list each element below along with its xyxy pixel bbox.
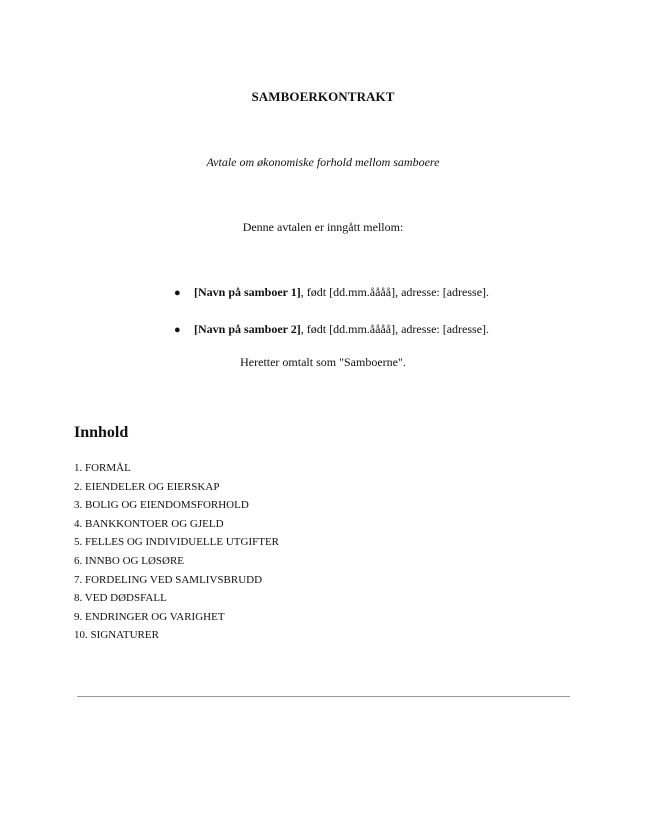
party-list-item — [174, 322, 489, 337]
party-list-item — [174, 285, 489, 300]
document-subtitle: Avtale om økonomiske forhold mellom samboere — [206, 155, 440, 169]
toc-item: 2. EIENDELER OG EIERSKAP — [74, 480, 220, 493]
section-divider — [77, 696, 570, 697]
toc-item: 5. FELLES OG INDIVIDUELLE UTGIFTER — [74, 536, 279, 549]
bullet-icon: ● — [174, 287, 181, 299]
document-title: SAMBOERKONTRAKT — [251, 89, 395, 104]
party-name: [Navn på samboer 1] — [194, 285, 301, 299]
toc-list — [74, 459, 279, 645]
toc-item: 4. BANKKONTOER OG GJELD — [74, 517, 224, 530]
hereafter-text: Heretter omtalt som "Samboerne". — [240, 355, 406, 369]
toc-item: 9. ENDRINGER OG VARIGHET — [74, 610, 225, 623]
toc-item: 10. SIGNATURER — [74, 629, 159, 642]
party-name: [Navn på samboer 2] — [194, 322, 301, 336]
toc-item: 7. FORDELING VED SAMLIVSBRUDD — [74, 573, 263, 586]
toc-item: 8. VED DØDSFALL — [74, 592, 167, 605]
toc-item: 6. INNBO OG LØSØRE — [74, 554, 184, 567]
toc-item: 1. FORMÅL — [74, 462, 131, 474]
toc-item: 3. BOLIG OG EIENDOMSFORHOLD — [74, 499, 249, 512]
party-details: , født [dd.mm.åååå], adresse: [adresse]. — [300, 285, 490, 299]
bullet-icon: ● — [174, 324, 181, 336]
toc-heading: Innhold — [74, 424, 129, 441]
intro-text: Denne avtalen er inngått mellom: — [242, 220, 404, 234]
party-details: , født [dd.mm.åååå], adresse: [adresse]. — [300, 322, 490, 336]
